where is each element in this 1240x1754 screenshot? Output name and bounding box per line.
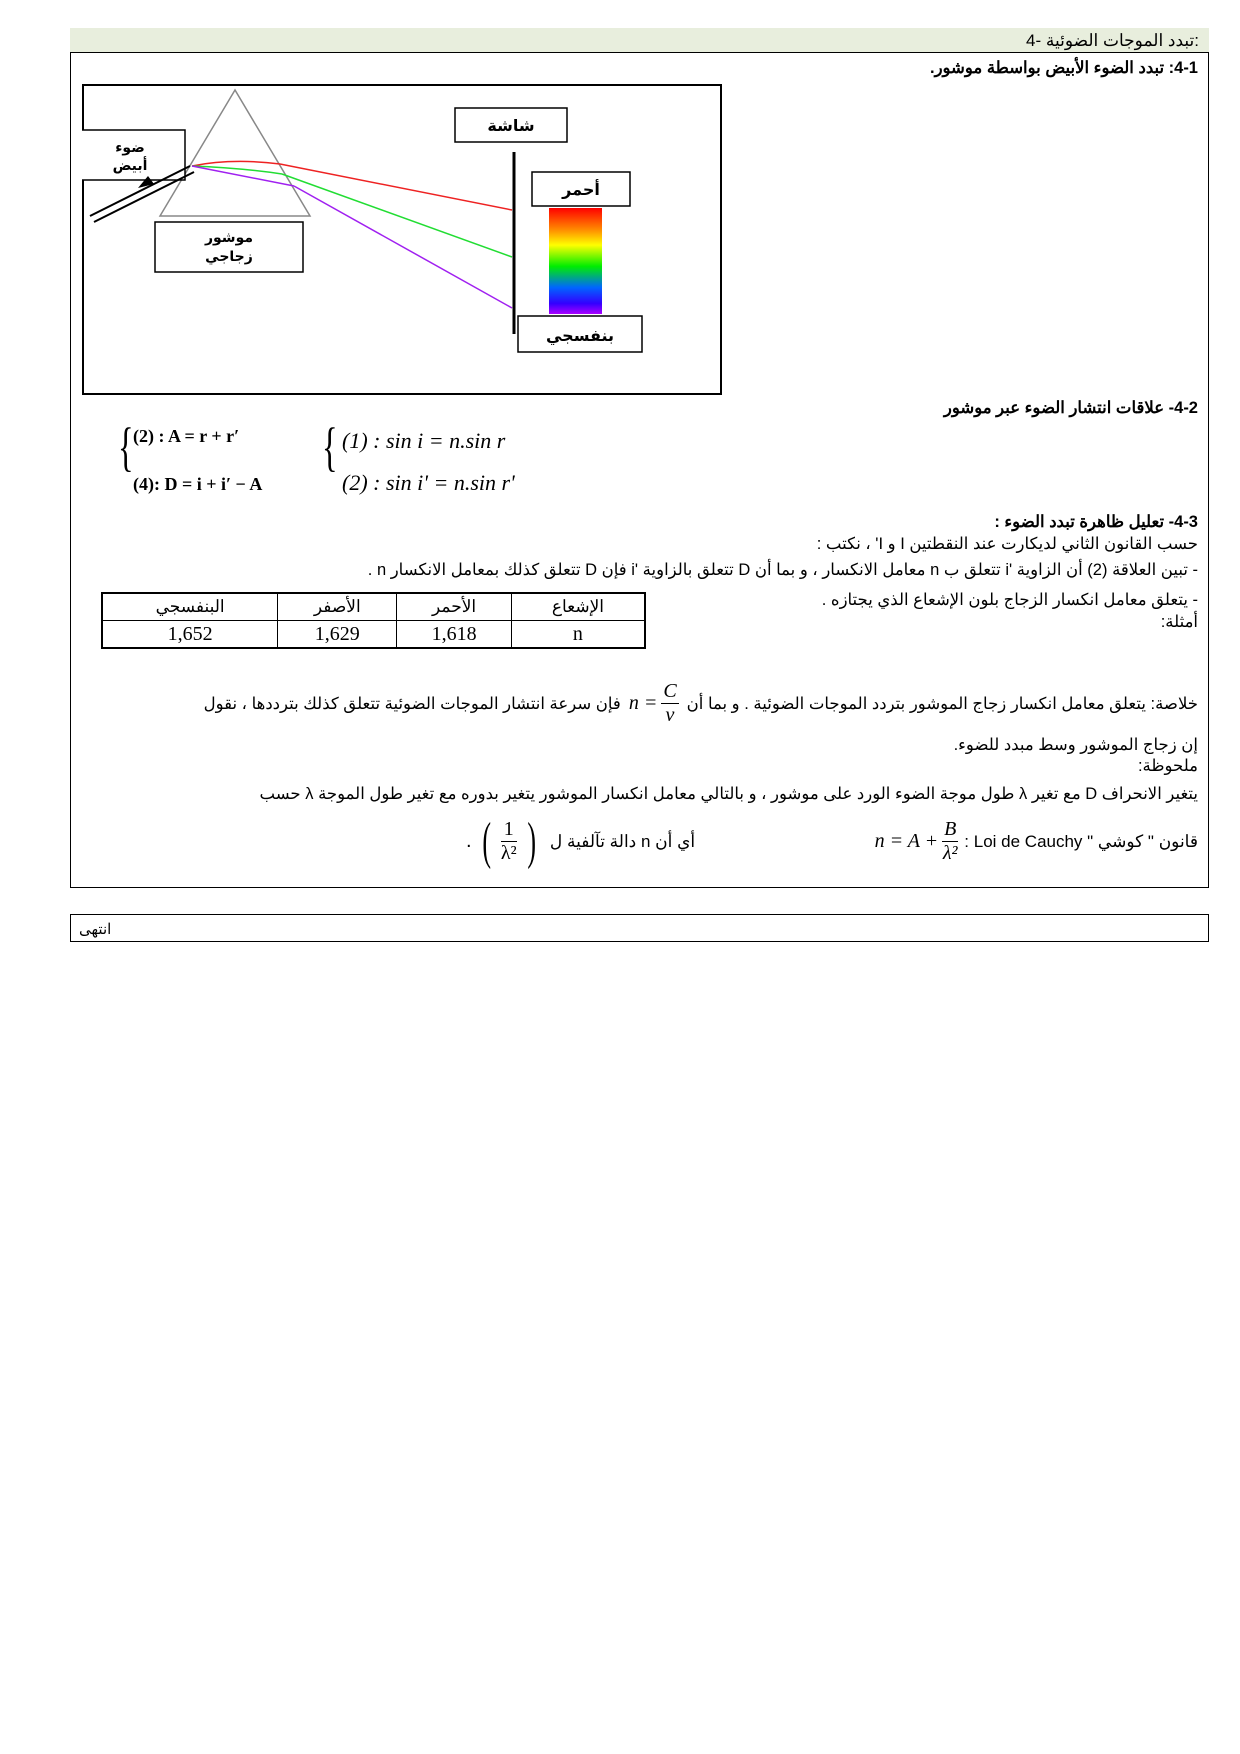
violet-label: بنفسجي <box>545 326 615 345</box>
subsection-4-2-title: 4-2- علاقات انتشار الضوء عبر موشور <box>943 399 1198 417</box>
table-cell: n <box>511 621 645 649</box>
refraction-index-table <box>101 592 646 649</box>
refraction-color-line: - يتعلق معامل انكسار الزجاج بلون الإشعاع الذي يجتازه . <box>821 591 1198 609</box>
end-label: انتهى <box>79 921 112 938</box>
eq-snell-2: (2) : sin i' = n.sin r' <box>342 470 515 495</box>
white-light-label-1: ضوء <box>115 140 145 156</box>
descartes-line: حسب القانون الثاني لديكارت عند النقطتين I و I' ، نكتب : <box>816 535 1198 553</box>
eq-snell-1: (1) : sin i = n.sin r <box>342 428 506 453</box>
section-header-bar <box>70 28 1209 53</box>
prism-label-2: زجاجي <box>205 249 253 265</box>
dispersion-diagram <box>82 84 722 395</box>
table-header: الأصفر <box>278 593 397 621</box>
cauchy-eq-den: λ² <box>942 842 958 864</box>
speed-eq-num: C <box>663 680 677 702</box>
screen-label: شاشة <box>487 116 535 135</box>
table-header-row <box>102 593 645 621</box>
table-cell: 1,629 <box>278 621 397 649</box>
white-light-label-2: أبيض <box>112 158 148 174</box>
spectrum-band <box>549 208 602 314</box>
relation-explanation: - تبين العلاقة (2) أن الزاوية 'i تتعلق ب n معامل الانكسار ، و بما أن D تتعلق بالزاوية 'i فإن D تتعلق كذلك بمعامل الانكسار n . <box>367 561 1198 579</box>
examples-label: أمثلة: <box>1160 613 1198 631</box>
affine-line <box>466 812 695 871</box>
affine-num: 1 <box>501 818 517 842</box>
speed-equation <box>629 680 679 727</box>
right-paren: ) <box>526 813 536 870</box>
eq-angle-sum: (2) : A = r + r′ <box>133 426 240 446</box>
right-brace: { <box>322 417 338 477</box>
subsection-4-3-title: 4-3- تعليل ظاهرة تبدد الضوء : <box>994 513 1198 531</box>
prism-label-1: موشور <box>204 230 254 246</box>
note-title: ملحوظة: <box>1137 757 1198 775</box>
end-box <box>70 914 1209 942</box>
left-brace: { <box>118 417 134 477</box>
table-cell: 1,652 <box>102 621 278 649</box>
section-title: 4- تبدد الموجات الضوئية: <box>1026 31 1199 50</box>
affine-text: أي أن n دالة تآلفية ل <box>549 831 696 851</box>
speed-eq-fraction <box>661 680 678 727</box>
conclusion-text-1: خلاصة: يتعلق معامل انكسار زجاج الموشور بتردد الموجات الضوئية . و بما أن <box>686 694 1198 713</box>
speed-eq-lhs: n = <box>628 692 658 714</box>
cauchy-equation <box>875 818 959 865</box>
dot-mark: . <box>466 830 472 852</box>
cauchy-eq-num: B <box>944 818 957 840</box>
conclusion-text-2: فإن سرعة انتشار الموجات الضوئية تتعلق كذلك بترددها ، نقول <box>203 694 621 713</box>
conclusion-line <box>204 680 1198 727</box>
note-line: يتغير الانحراف D مع تغير λ طول موجة الضوء الورد على موشور ، و بالتالي معامل انكسار الموشور يتغير بدوره مع تغير طول الموجة λ حسب <box>259 785 1198 803</box>
table-row <box>102 621 645 649</box>
cauchy-label: قانون " كوشي " Loi de Cauchy : <box>964 831 1198 851</box>
eq-deviation: (4): D = i + i′ − A <box>133 474 263 494</box>
affine-fraction <box>501 818 517 865</box>
table-header: الأحمر <box>397 593 512 621</box>
table-header: البنفسجي <box>102 593 278 621</box>
speed-eq-den: v <box>665 704 675 726</box>
red-label: أحمر <box>562 180 600 199</box>
table-header: الإشعاع <box>511 593 645 621</box>
table-cell: 1,618 <box>397 621 512 649</box>
conclusion-line-2: إن زجاج الموشور وسط مبدد للضوء. <box>953 736 1198 754</box>
cauchy-law-line <box>875 818 1198 865</box>
cauchy-eq-fraction <box>942 818 958 865</box>
subsection-4-1-title: 4-1: تبدد الضوء الأبيض بواسطة موشور. <box>929 59 1198 77</box>
affine-den: λ² <box>500 842 517 864</box>
cauchy-eq-lhs: n = A + <box>874 830 939 852</box>
left-paren: ( <box>481 813 491 870</box>
